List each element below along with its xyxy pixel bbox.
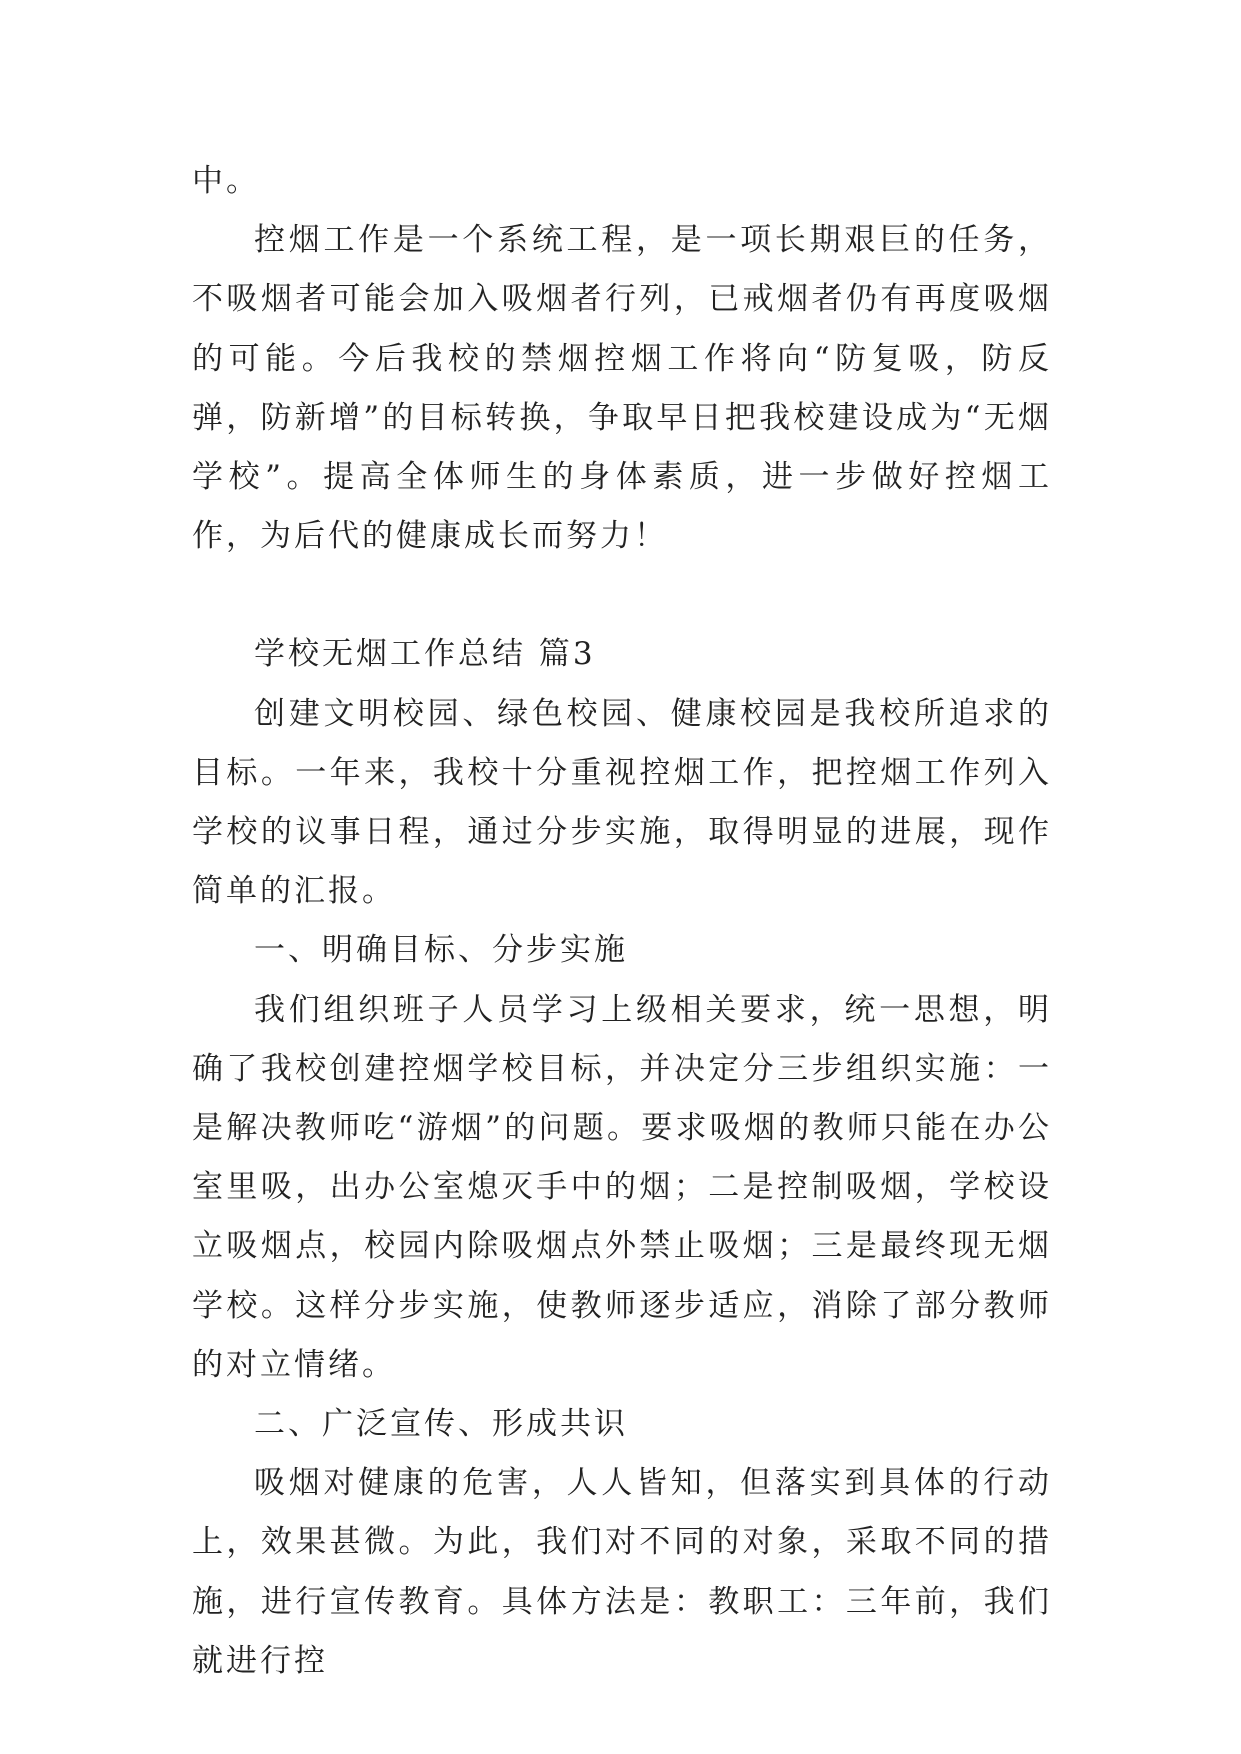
paragraph-goals: 我们组织班子人员学习上级相关要求，统一思想，明确了我校创建控烟学校目标，并决定分三步组织实施：一是解决教师吃“游烟”的问题。要求吸烟的教师只能在办公室里吸，出办公室熄灭手中的烟；二是控制吸烟，学校设立吸烟点，校园内除吸烟点外禁止吸烟；三是最终现无烟学校。这样分步实施，使教师逐步适应，消除了部分教师的对立情绪。 — [192, 991, 1052, 1383]
document-body — [192, 152, 1052, 1691]
section-title: 学校无烟工作总结 篇3 — [254, 636, 596, 673]
paragraph-tobacco-control-outlook: 控烟工作是一个系统工程，是一项长期艰巨的任务，不吸烟者可能会加入吸烟者行列，已戒烟者仍有再度吸烟的可能。今后我校的禁烟控烟工作将向“防复吸，防反弹，防新增”的目标转换，争取早日把我校建设成为“无烟学校”。提高全体师生的身体素质，进一步做好控烟工作，为后代的健康成长而努力！ — [192, 222, 1052, 555]
subheading-publicity: 二、广泛宣传、形成共识 — [254, 1406, 628, 1443]
section-gap — [192, 566, 1052, 625]
paragraph-continuation: 中。 — [192, 163, 260, 199]
paragraph-publicity: 吸烟对健康的危害，人人皆知，但落实到具体的行动上，效果甚微。为此，我们对不同的对象，采取不同的措施，进行宣传教育。具体方法是：教职工：三年前，我们就进行控 — [192, 1465, 1052, 1679]
paragraph-intro: 创建文明校园、绿色校园、健康校园是我校所追求的目标。一年来，我校十分重视控烟工作，把控烟工作列入学校的议事日程，通过分步实施，取得明显的进展，现作简单的汇报。 — [192, 695, 1052, 910]
subheading-goals: 一、明确目标、分步实施 — [254, 932, 628, 969]
